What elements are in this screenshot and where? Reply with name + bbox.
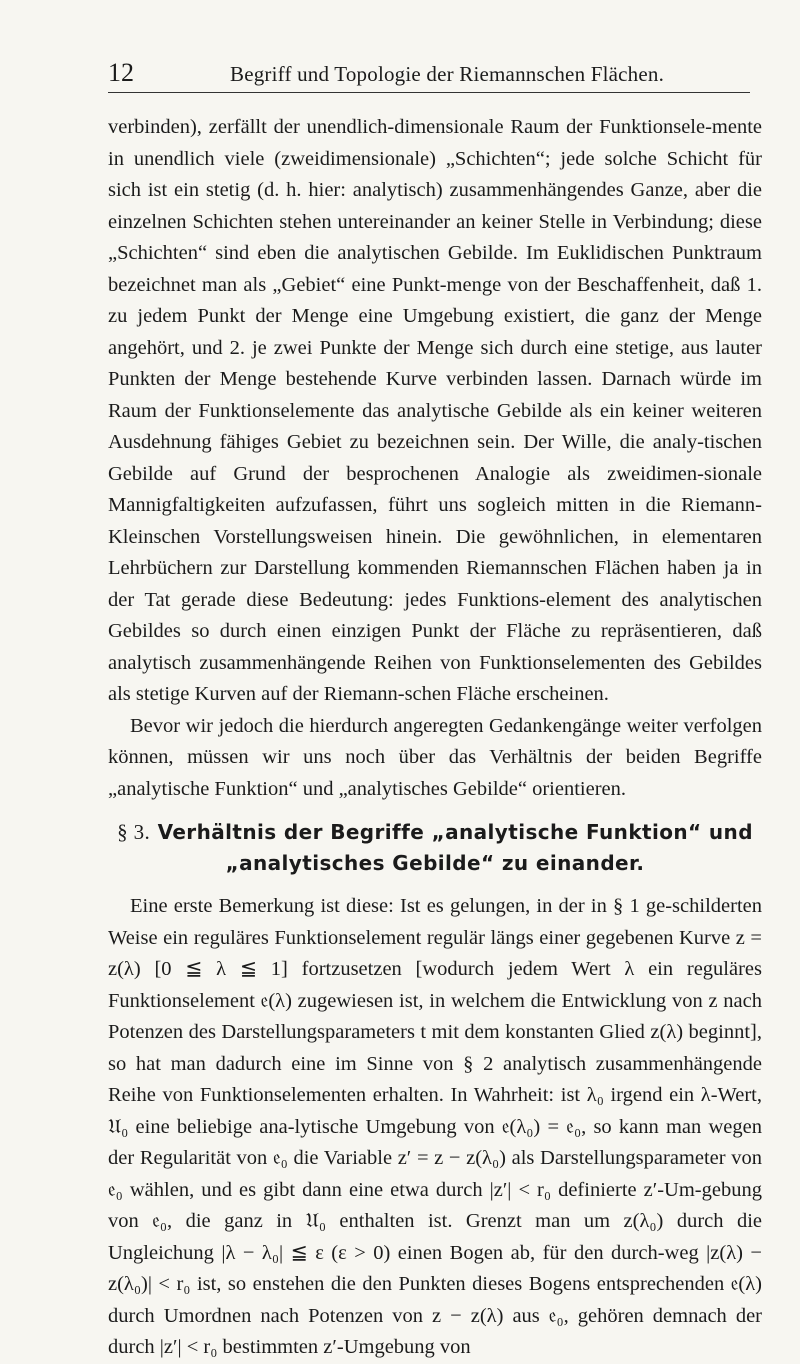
paragraph: Eine erste Bemerkung ist diese: Ist es gelungen, in der in § 1 ge-schilderten Weise ein reguläres Funktionselement regulär längs einer gegebenen Kurve z = z(λ) [0 ≦ λ ≦ 1] fortzusetzen [wodurch jedem Wert λ ein reguläres Funktionselement 𝔢(λ) zugewiesen ist, in welchem die Entwicklung von z nach Potenzen des Darstellungsparameters t mit dem konstanten Glied z(λ) beginnt], so hat man dadurch eine im Sinne von § 2 analytisch zusammenhängende Reihe von Funktionselementen erhalten. In Wahrheit: ist λ₀ irgend ein λ-Wert, 𝔘₀ eine beliebige ana-lytische Umgebung von 𝔢(λ₀) = 𝔢₀, so kann man wegen der Regularität von 𝔢₀ die Variable z′ = z − z(λ₀) als Darstellungsparameter von 𝔢₀ wählen, und es gibt dann eine etwa durch |z′| < r₀ definierte z′-Um-gebung von 𝔢₀, die ganz in 𝔘₀ enthalten ist. Grenzt man um z(λ₀) durch die Ungleichung |λ − λ₀| ≦ ε (ε > 0) einen Bogen ab, für den durch-weg |z(λ) − z(λ₀)| < r₀ ist, so enstehen die den Punkten dieses Bogens entsprechenden 𝔢(λ) durch Umordnen nach Potenzen von z − z(λ) aus 𝔢₀, gehören demnach der durch |z′| < r₀ bestimmten z′-Umgebung von <box>108 895 762 1358</box>
body-text <box>108 112 762 1364</box>
section-heading <box>108 817 762 879</box>
paragraph: Bevor wir jedoch die hierdurch angeregten Gedankengänge weiter verfolgen können, müssen wir uns noch über das Verhältnis der beiden Begriffe „analytische Funktion“ und „analytisches Gebilde“ orientieren. <box>108 714 762 800</box>
section-number: § 3. <box>117 820 151 844</box>
page-number: 12 <box>108 58 134 87</box>
section-title: Verhältnis der Begriffe „analytische Funktion“ und „analytisches Gebilde“ zu einander. <box>157 820 753 875</box>
running-title: Begriff und Topologie der Riemannschen Flächen. <box>230 62 665 86</box>
running-header <box>108 56 750 93</box>
paragraph: verbinden), zerfällt der unendlich-dimensionale Raum der Funktionsele-mente in unendlich viele (zweidimensionale) „Schichten“; jede solche Schicht für sich ist ein stetig (d. h. hier: analytisch) zusammenhängendes Ganze, aber die einzelnen Schichten stehen untereinander an keiner Stelle in Verbindung; diese „Schichten“ sind eben die analytischen Gebilde. Im Euklidischen Punktraum bezeichnet man als „Gebiet“ eine Punkt-menge von der Beschaffenheit, daß 1. zu jedem Punkt der Menge eine Umgebung existiert, die ganz der Menge angehört, und 2. je zwei Punkte der Menge sich durch eine stetige, aus lauter Punkten der Menge bestehende Kurve verbinden lassen. Darnach würde im Raum der Funktionselemente das analytische Gebilde als ein keiner weiteren Ausdehnung fähiges Gebiet zu bezeichnen sein. Der Wille, die analy-tischen Gebilde auf Grund der besprochenen Analogie als zweidimen-sionale Mannigfaltigkeiten aufzufassen, führt uns sogleich mitten in die Riemann-Kleinschen Vorstellungsweisen hinein. Die gewöhnlichen, in elementaren Lehrbüchern zur Darstellung kommenden Riemannschen Flächen haben ja in der Tat gerade diese Bedeutung: jedes Funktions-element des analytischen Gebildes so durch einen einzigen Punkt der Fläche zu repräsentieren, daß analytisch zusammenhängende Reihen von Funktionselementen des Gebildes als stetige Kurven auf der Riemann-schen Fläche erscheinen. <box>108 116 762 705</box>
